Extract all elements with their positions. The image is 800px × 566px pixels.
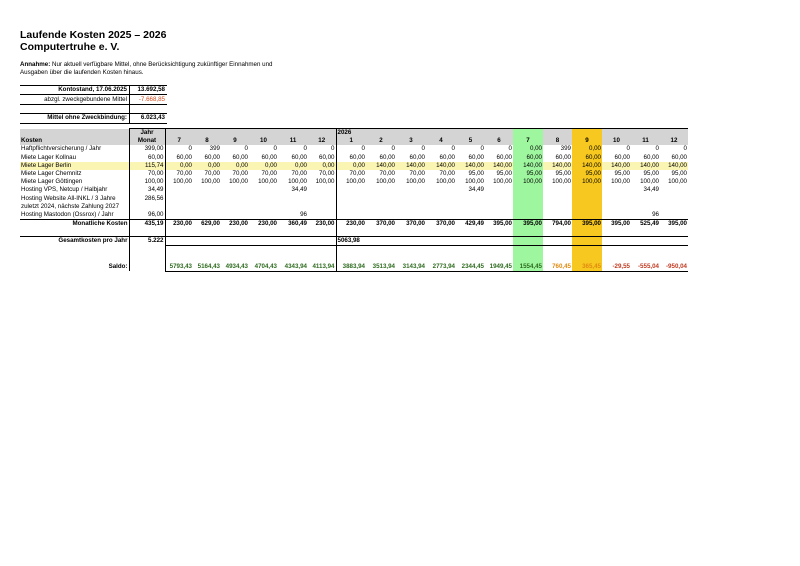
cost-cell — [221, 186, 249, 194]
cost-cell — [456, 211, 485, 220]
cost-name: Hosting Website All-INKL / 3 Jahre zuletzt 2024, nächste Zahlung 2027 — [21, 194, 120, 210]
spacer-row — [20, 254, 688, 262]
saldo-monat — [129, 263, 165, 272]
monthly-total-cell: 370,00 — [396, 219, 426, 228]
cost-row — [20, 195, 688, 211]
cost-cell — [249, 186, 278, 194]
cost-cell — [366, 195, 396, 211]
annual-total-cell — [249, 237, 278, 246]
header-row-months — [20, 137, 688, 145]
cost-cell — [456, 195, 485, 211]
annual-total-2026: 5063,98 — [336, 237, 366, 246]
header-month: 11 — [631, 137, 660, 145]
header-year-cell — [249, 129, 278, 138]
cost-cell: 140,00 — [631, 162, 660, 170]
monthly-total-label: Monatliche Kosten — [20, 219, 129, 228]
header-year-cell — [660, 129, 688, 138]
cost-cell: 140,00 — [602, 162, 631, 170]
cost-row — [20, 170, 688, 178]
header-month: 2 — [366, 137, 396, 145]
cost-cell: 70,00 — [261, 169, 277, 177]
earmarked-label: abzgl. zweckgebundene Mittel — [44, 95, 127, 103]
cost-cell: 140,00 — [396, 162, 426, 170]
cost-cell: 0,00 — [221, 162, 249, 170]
cost-cell: 95,00 — [513, 170, 543, 178]
cost-cell: 95,00 — [671, 169, 687, 177]
cost-cell: 60,00 — [468, 153, 484, 161]
header-month: 3 — [396, 137, 426, 145]
cost-cell: 95,00 — [468, 169, 484, 177]
cost-cell — [572, 195, 602, 211]
cost-cell: 100,00 — [229, 178, 248, 186]
cost-cell: 60,00 — [643, 153, 659, 161]
cost-cell: 0 — [683, 145, 687, 153]
saldo-cell: 2773,94 — [426, 263, 456, 272]
cost-cell: 60,00 — [614, 153, 630, 161]
header-year-cell — [602, 129, 631, 138]
cost-cell: 399 — [560, 145, 571, 153]
cost-cell — [249, 211, 278, 220]
annual-total-cell — [485, 237, 513, 246]
cost-cell: 399 — [209, 145, 220, 153]
cost-cell — [513, 211, 543, 220]
cost-cell — [660, 195, 688, 211]
cost-cell: 60,00 — [319, 153, 335, 161]
monthly-total-cell: 370,00 — [426, 219, 456, 228]
header-year-cell — [221, 129, 249, 138]
cost-cell: 140,00 — [513, 162, 543, 170]
cost-cell — [602, 195, 631, 211]
header-year-cell — [631, 129, 660, 138]
cost-cell: 0 — [480, 145, 484, 153]
cost-cell: 0 — [273, 145, 277, 153]
free-funds-label: Mittel ohne Zweckbindung: — [47, 114, 127, 122]
header-row-year — [20, 129, 688, 138]
cost-cell — [193, 211, 221, 220]
cost-cell: 95,00 — [555, 169, 571, 177]
cost-cell: 60,00 — [379, 153, 395, 161]
saldo-cell: 1949,45 — [485, 263, 513, 272]
cost-cell — [426, 211, 456, 220]
header-month: 9 — [572, 137, 602, 145]
annual-total-cell — [426, 237, 456, 246]
cost-cell: 95,00 — [614, 169, 630, 177]
saldo-cell: -29,55 — [602, 263, 631, 272]
cost-cell: 140,00 — [366, 162, 396, 170]
cost-cell — [396, 186, 426, 194]
cost-cell — [543, 195, 572, 211]
cost-cell: 100,00 — [376, 178, 395, 186]
header-year-label: Jahr — [129, 129, 165, 138]
monthly-total-cell: 794,00 — [543, 219, 572, 228]
cost-cell: 70,00 — [319, 169, 335, 177]
header-year-cell — [572, 129, 602, 138]
monthly-total-cell: 230,00 — [165, 219, 193, 228]
header-kosten: Kosten — [20, 137, 129, 145]
cost-monthly: 34,49 — [129, 186, 165, 194]
header-month: 8 — [543, 137, 572, 145]
monthly-total-cell: 395,00 — [513, 219, 543, 228]
monthly-total-cell: 395,00 — [660, 219, 688, 228]
cost-cell: 0,00 — [193, 162, 221, 170]
account-balance-table — [20, 85, 167, 124]
cost-cell: 96 — [652, 210, 659, 218]
cost-cell: 70,00 — [204, 169, 220, 177]
header-year-cell — [456, 129, 485, 138]
cost-monthly: 100,00 — [129, 178, 165, 186]
cost-row — [20, 154, 688, 162]
cost-cell: 60,00 — [336, 154, 366, 162]
cost-cell: 60,00 — [439, 153, 455, 161]
cost-cell: 34,49 — [468, 186, 484, 194]
saldo-cell: 5793,43 — [165, 263, 193, 272]
cost-monthly: 286,56 — [129, 195, 165, 211]
annual-total-cell — [456, 237, 485, 246]
cost-cell — [366, 211, 396, 220]
cost-cell: 100,00 — [611, 178, 630, 186]
cost-cell: 100,00 — [552, 178, 571, 186]
header-year-cell: 2026 — [336, 129, 366, 138]
cost-cell: 34,49 — [291, 186, 307, 194]
cost-cell: 100,00 — [436, 178, 455, 186]
cost-cell: 60,00 — [409, 153, 425, 161]
cost-cell: 100,00 — [465, 178, 484, 186]
cost-name: Hosting VPS, Netcup / Halbjahr — [21, 186, 108, 194]
cost-cell — [366, 186, 396, 194]
free-funds-value: 6.023,43 — [130, 114, 168, 123]
header-month: 4 — [426, 137, 456, 145]
annual-total-cell — [278, 237, 308, 246]
saldo-cell: 3883,94 — [336, 263, 366, 272]
cost-name: Hosting Mastodon (Ossrox) / Jahr — [21, 210, 114, 218]
header-year-cell — [485, 129, 513, 138]
page-title: Laufende Kosten 2025 – 2026 — [20, 29, 167, 41]
cost-cell — [660, 211, 688, 220]
saldo-label: Saldo: — [108, 262, 128, 270]
header-year-cell — [308, 129, 336, 138]
annual-total-cell — [543, 237, 572, 246]
monthly-total-row — [20, 219, 688, 228]
saldo-cell: 2344,45 — [456, 263, 485, 272]
monthly-total-cell: 230,00 — [249, 219, 278, 228]
cost-cell: 60,00 — [261, 153, 277, 161]
saldo-cell: -950,04 — [660, 263, 688, 272]
cost-cell — [485, 211, 513, 220]
cost-cell — [485, 195, 513, 211]
cost-cell — [249, 195, 278, 211]
cost-cell: 140,00 — [426, 162, 456, 170]
header-month: 12 — [308, 137, 336, 145]
cost-cell: 140,00 — [543, 162, 572, 170]
header-month: 6 — [485, 137, 513, 145]
saldo-cell: 5164,43 — [193, 263, 221, 272]
cost-cell: 100,00 — [572, 178, 602, 186]
cost-cell — [543, 186, 572, 194]
header-year-cell — [513, 129, 543, 138]
annual-total-cell — [572, 237, 602, 246]
cost-cell — [221, 211, 249, 220]
cost-cell: 100,00 — [668, 178, 687, 186]
cost-table — [20, 128, 688, 272]
cost-cell: 140,00 — [485, 162, 513, 170]
monthly-total-cell: 360,49 — [278, 219, 308, 228]
cost-cell: 140,00 — [456, 162, 485, 170]
cost-cell — [631, 195, 660, 211]
annual-total-cell — [396, 237, 426, 246]
monthly-total-cell: 395,00 — [602, 219, 631, 228]
header-year-cell — [426, 129, 456, 138]
cost-cell: 95,00 — [572, 170, 602, 178]
header-monat: Monat — [129, 137, 165, 145]
cost-cell: 0 — [421, 145, 425, 153]
header-month: 7 — [513, 137, 543, 145]
cost-cell: 0 — [391, 145, 395, 153]
saldo-cell: 4704,43 — [249, 263, 278, 272]
cost-monthly: 399,00 — [129, 145, 165, 153]
cost-cell: 60,00 — [232, 153, 248, 161]
cost-cell: 60,00 — [513, 154, 543, 162]
monthly-total-cell: 429,49 — [456, 219, 485, 228]
cost-cell: 0,00 — [278, 162, 308, 170]
cost-cell — [572, 211, 602, 220]
cost-cell: 60,00 — [204, 153, 220, 161]
cost-cell: 0 — [451, 145, 455, 153]
cost-cell: 60,00 — [291, 153, 307, 161]
monthly-total-cell: 629,00 — [193, 219, 221, 228]
balance-label: Kontostand, 17.06.2025 — [58, 86, 127, 94]
cost-cell: 0,00 — [249, 162, 278, 170]
cost-cell: 100,00 — [493, 178, 512, 186]
cost-cell: 70,00 — [291, 169, 307, 177]
cost-cell: 100,00 — [258, 178, 277, 186]
header-month: 1 — [336, 137, 366, 145]
cost-row — [20, 178, 688, 186]
cost-cell: 70,00 — [336, 170, 366, 178]
cost-cell: 95,00 — [643, 169, 659, 177]
cost-row — [20, 186, 688, 194]
annual-total-cell — [165, 237, 193, 246]
balance-row — [20, 263, 688, 272]
annual-total-cell — [660, 237, 688, 246]
cost-cell — [396, 211, 426, 220]
header-month: 11 — [278, 137, 308, 145]
saldo-cell: 4934,43 — [221, 263, 249, 272]
cost-cell — [278, 195, 308, 211]
cost-cell: 60,00 — [572, 154, 602, 162]
saldo-cell: 3513,94 — [366, 263, 396, 272]
cost-cell — [336, 195, 366, 211]
annual-total-cell — [602, 237, 631, 246]
cost-cell — [602, 211, 631, 220]
cost-cell — [513, 186, 543, 194]
header-blank — [20, 129, 129, 138]
assumption-note — [20, 61, 280, 76]
balance-value: 13.692,58 — [130, 86, 168, 95]
saldo-cell: 1554,45 — [513, 263, 543, 272]
cost-cell: 100,00 — [336, 178, 366, 186]
cost-cell: 0 — [188, 145, 192, 153]
cost-monthly: 115,74 — [129, 162, 165, 170]
monthly-total-cell: 525,49 — [631, 219, 660, 228]
header-month: 8 — [193, 137, 221, 145]
cost-monthly: 70,00 — [129, 170, 165, 178]
annual-total-label: Gesamtkosten pro Jahr — [20, 237, 129, 246]
annual-total-cell — [366, 237, 396, 246]
cost-cell — [602, 186, 631, 194]
saldo-cell: 3143,94 — [396, 263, 426, 272]
cost-monthly: 96,00 — [129, 211, 165, 220]
header-month: 5 — [456, 137, 485, 145]
annual-total-cell — [193, 237, 221, 246]
cost-cell: 70,00 — [232, 169, 248, 177]
cost-cell — [221, 195, 249, 211]
annual-total-cell — [513, 237, 543, 246]
header-month: 9 — [221, 137, 249, 145]
saldo-cell: 4343,94 — [278, 263, 308, 272]
cost-cell — [308, 186, 336, 194]
cost-name: Miete Lager Göttingen — [21, 178, 83, 186]
cost-cell: 140,00 — [660, 162, 688, 170]
spacer-row — [20, 228, 688, 237]
monthly-total-cell: 230,00 — [336, 219, 366, 228]
cost-cell — [165, 195, 193, 211]
header-year-cell — [278, 129, 308, 138]
cost-cell: 70,00 — [379, 169, 395, 177]
cost-cell: 60,00 — [671, 153, 687, 161]
header-year-cell — [543, 129, 572, 138]
cost-cell: 0,00 — [513, 145, 543, 153]
note-text: Nur aktuell verfügbare Mittel, ohne Berücksichtigung zukünftiger Einnahmen und Ausgaben über die laufenden Kosten hinaus. — [20, 61, 273, 76]
spacer-row — [20, 246, 688, 255]
cost-cell — [165, 186, 193, 194]
cost-cell — [485, 186, 513, 194]
header-month: 7 — [165, 137, 193, 145]
cost-cell — [308, 211, 336, 220]
cost-cell: 70,00 — [439, 169, 455, 177]
annual-total-cell — [221, 237, 249, 246]
cost-cell: 95,00 — [496, 169, 512, 177]
cost-row — [20, 162, 688, 170]
monthly-total-monat: 435,19 — [129, 219, 165, 228]
cost-cell: 0 — [336, 145, 366, 153]
cost-cell: 100,00 — [513, 178, 543, 186]
cost-cell: 0 — [626, 145, 630, 153]
monthly-total-cell: 230,00 — [221, 219, 249, 228]
cost-cell — [513, 195, 543, 211]
cost-cell — [660, 186, 688, 194]
monthly-total-cell: 395,00 — [485, 219, 513, 228]
earmarked-value: -7.668,85 — [130, 95, 168, 104]
cost-cell: 0 — [655, 145, 659, 153]
cost-monthly: 60,00 — [129, 154, 165, 162]
cost-cell: 0,00 — [336, 162, 366, 170]
cost-name: Miete Lager Chemnitz — [21, 169, 82, 177]
cost-cell: 100,00 — [406, 178, 425, 186]
cost-cell — [308, 195, 336, 211]
monthly-total-cell: 230,00 — [308, 219, 336, 228]
cost-cell: 70,00 — [176, 169, 192, 177]
cost-cell: 0,00 — [308, 162, 336, 170]
cost-cell: 100,00 — [288, 178, 307, 186]
note-label: Annahme: — [20, 61, 51, 68]
cost-cell: 100,00 — [315, 178, 335, 186]
cost-cell — [396, 195, 426, 211]
cost-row — [20, 211, 688, 220]
header-month: 10 — [249, 137, 278, 145]
annual-total-2025: 5.222 — [129, 237, 165, 246]
cost-cell: 0 — [508, 145, 512, 153]
monthly-total-cell: 395,00 — [572, 219, 602, 228]
cost-cell — [426, 186, 456, 194]
annual-total-cell — [631, 237, 660, 246]
monthly-total-cell: 370,00 — [366, 219, 396, 228]
cost-cell: 0,00 — [572, 145, 602, 153]
saldo-cell: -555,04 — [631, 263, 660, 272]
cost-cell — [193, 186, 221, 194]
cost-cell — [336, 186, 366, 194]
header-year-cell — [165, 129, 193, 138]
cost-cell: 100,00 — [640, 178, 659, 186]
cost-cell: 60,00 — [176, 153, 192, 161]
header-month: 12 — [660, 137, 688, 145]
header-year-cell — [193, 129, 221, 138]
saldo-cell: 365,45 — [572, 263, 602, 272]
cost-name: Miete Lager Kollnau — [21, 153, 77, 161]
annual-total-cell — [308, 237, 336, 246]
cost-cell — [336, 211, 366, 220]
cost-cell — [193, 195, 221, 211]
cost-cell: 0,00 — [165, 162, 193, 170]
cost-cell: 70,00 — [409, 169, 425, 177]
header-year-cell — [366, 129, 396, 138]
cost-row — [20, 145, 688, 153]
cost-cell: 0 — [331, 145, 335, 153]
cost-cell — [165, 211, 193, 220]
header-year-cell — [396, 129, 426, 138]
cost-cell: 0 — [303, 145, 307, 153]
cost-cell: 96 — [300, 210, 307, 218]
cost-name: Haftpflichtversicherung / Jahr — [21, 145, 102, 153]
cost-cell: 34,49 — [643, 186, 659, 194]
header-month: 10 — [602, 137, 631, 145]
cost-cell: 140,00 — [572, 162, 602, 170]
cost-cell: 100,00 — [201, 178, 220, 186]
organization-name: Computertruhe e. V. — [20, 41, 120, 53]
saldo-cell: 760,45 — [543, 263, 572, 272]
cost-cell — [543, 211, 572, 220]
cost-cell: 0 — [244, 145, 248, 153]
cost-cell: 60,00 — [496, 153, 512, 161]
cost-cell — [426, 195, 456, 211]
annual-total-row — [20, 237, 688, 246]
cost-cell: 60,00 — [555, 153, 571, 161]
saldo-cell: 4113,94 — [308, 263, 336, 272]
cost-cell — [572, 186, 602, 194]
cost-cell: 100,00 — [173, 178, 192, 186]
cost-name: Miete Lager Berlin — [20, 162, 129, 170]
